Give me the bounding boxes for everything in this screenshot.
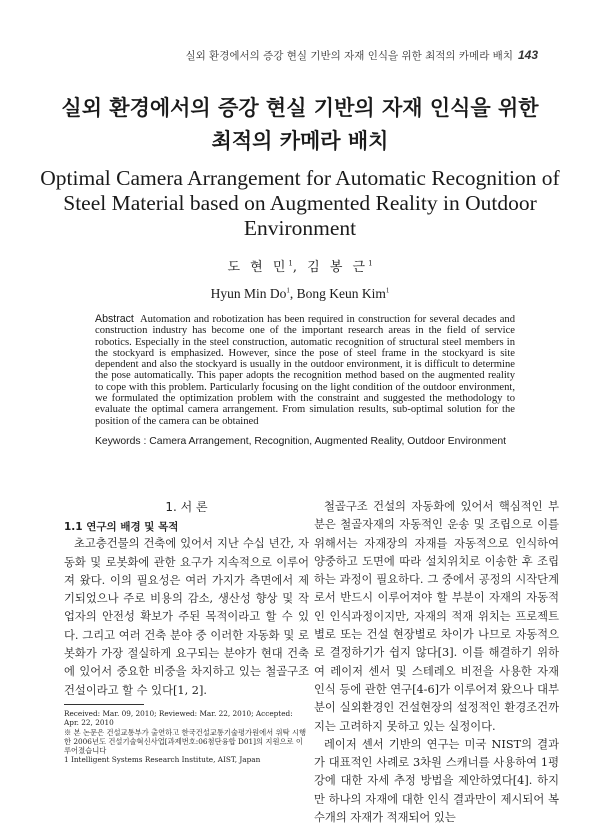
title-english: Optimal Camera Arrangement for Automatic Recognition of Steel Material based on Augmented Reality in Outdoor Environment xyxy=(40,166,560,240)
keywords-label: Keywords xyxy=(95,436,141,447)
right-paragraph-2: 레이저 센서 기반의 연구는 미국 NIST의 결과가 대표적인 사례로 3차원 스캐너를 사용하여 1평강에 대한 자세 추정 방법을 제안하였다[4]. 하지만 하나의 자재에 대한 인식 결과만이 제시되어 복수개의 자재가 적재되어 있는 xyxy=(314,737,559,825)
right-column xyxy=(314,498,559,827)
title-korean xyxy=(40,92,560,158)
author-en-1: Hyun Min Do xyxy=(210,286,287,301)
running-header xyxy=(185,48,538,63)
left-column xyxy=(64,498,309,700)
right-paragraph-1: 철골구조 건설의 자동화에 있어서 핵심적인 부분은 철골자재의 자동적인 운송 및 조립으로 이를 위해서는 자재장의 자재를 자동적으로 인식하여 양중하고 도면에 따라 설치위치로 이송한 후 조립하는 과정이 필요하다. 그 중에서 공정의 시작단계로서 반드시 이루어져야 할 부분이 자재의 자동적인 인식과정이지만, 자재의 적재 위치는 프로젝트별로 또는 건설 현장별로 차이가 나므로 자동적으로 결정하기가 쉽지 않다[3]. 이를 해결하기 위하여 레이저 센서 및 스테레오 비전을 사용한 자재 인식 등에 관한 연구[4-6]가 이루어져 왔으나 대부분이 실외환경인 건설현장의 설정적인 환경조건까지는 고려하지 못하고 있는 실정이다. xyxy=(314,500,559,733)
subsection-heading: 1.1 연구의 배경 및 목적 xyxy=(64,521,179,534)
footnotes xyxy=(64,709,309,765)
title-korean-line1: 실외 환경에서의 증강 현실 기반의 자재 인식을 위한 xyxy=(61,96,539,120)
affil-sup: 1 xyxy=(385,286,390,295)
authors-korean xyxy=(0,256,600,275)
affil-sup: 1 xyxy=(368,259,373,268)
abstract-text: Automation and robotization has been required in construction for several decades and construction industry has become one of the important research areas in the field of service robotics. Especially in the steel construction, automatic recognition of structural steel members in the stockyard is emphasized. However, since the pose of steel frame in the stockyard is site dependent and also the stockyard is usually in the outdoor environment, it is difficult to determine the pose automatically. This paper adopts the recognition method based on the augmented reality to cope with this problem. Particularly focusing on the light condition of the outdoor environment, we formulated the optimization problem with the constraint and suggested the methodology to evaluate the optimal camera arrangement. From simulation results, sub-optimal solution for the position of the camera can be obtained xyxy=(95,314,516,427)
title-korean-line2: 최적의 카메라 배치 xyxy=(211,129,389,153)
page-number: 143 xyxy=(517,48,538,62)
footnote-affiliation: 1 Intelligent Systems Research Institute, AIST, Japan xyxy=(64,755,261,765)
abstract xyxy=(95,314,515,427)
left-paragraph: 초고층건물의 건축에 있어서 지난 수십 년간, 자동화 및 로봇화에 관한 요구가 지속적으로 이루어져 왔다. 이의 필요성은 여러 가지가 측면에서 제기되었으나 주로 비용의 감소, 생산성 향상 및 작업자의 안전성 확보가 주된 목적이라고 할 수 있다. 그리고 여러 건축 분야 중 이러한 자동화 및 로봇화가 가장 절실하게 요구되는 분야가 현대 건축에 있어서 중요한 비중을 차지하고 있는 철골구조 건설이라고 할 수 있다[1, 2]. xyxy=(64,537,309,697)
section-heading: 1. 서 론 xyxy=(165,500,208,514)
authors-english xyxy=(0,286,600,302)
author-en-2: , Bong Keun Kim xyxy=(289,286,386,301)
author-ko-2: , 김 봉 근 xyxy=(292,260,369,275)
author-ko-1: 도 현 민 xyxy=(227,260,289,275)
abstract-label: Abstract xyxy=(95,313,134,325)
keywords-text: : Camera Arrangement, Recognition, Augmented Reality, Outdoor Environment xyxy=(140,436,507,447)
keywords xyxy=(95,436,535,447)
running-title: 실외 환경에서의 증강 현실 기반의 자재 인식을 위한 최적의 카메라 배치 xyxy=(185,50,513,62)
affil-sup: 1 xyxy=(286,286,290,295)
affil-sup: 1 xyxy=(288,259,293,268)
footnote-received: Received: Mar. 09, 2010; Reviewed: Mar. 22, 2010; Accepted: Apr. 22, 2010 xyxy=(64,709,293,728)
footnote-divider xyxy=(64,704,144,705)
footnote-funding: ※ 본 논문은 건설교통부가 출연하고 한국건설교통기술평가원에서 위탁 시행한 2006년도 건설기술혁신사업[과제번호:06첨단융합 D01]의 지원으로 이루어졌습니다 xyxy=(64,727,307,756)
